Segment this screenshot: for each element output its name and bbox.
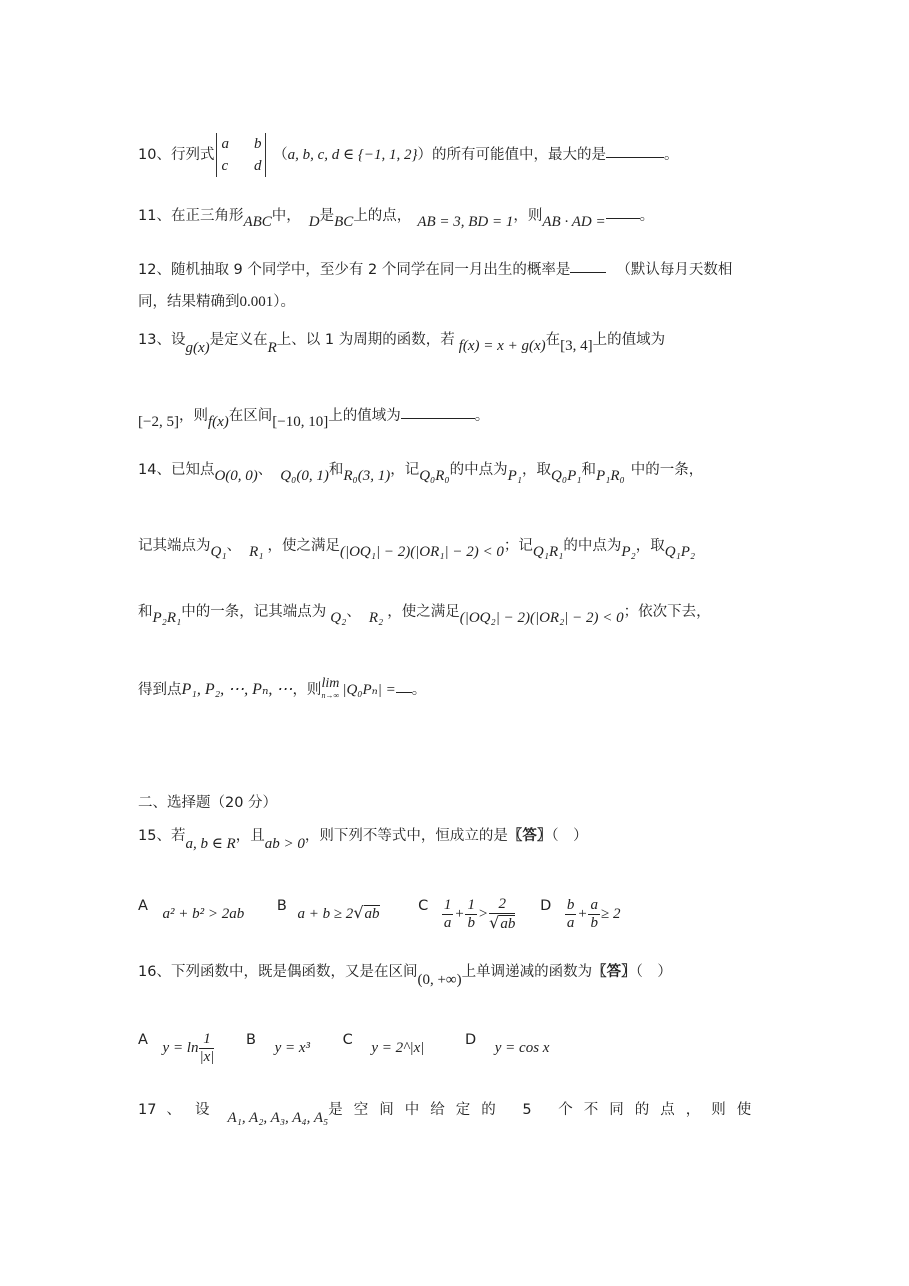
math-expr: Q₀R₀ — [419, 468, 450, 484]
math-expr: [−2, 5] — [138, 414, 179, 430]
option-a — [162, 1031, 216, 1066]
question-text: 中的一条， — [630, 462, 704, 478]
question-15 — [138, 826, 588, 854]
question-number: 14、 — [138, 462, 171, 478]
question-text: 。 — [411, 682, 427, 698]
math-expr: O(0, 0) — [214, 468, 258, 484]
limit-symbol: lim — [321, 676, 340, 691]
question-12-line-1 — [138, 258, 732, 280]
question-text: ，且 — [235, 828, 265, 844]
math-expr: ABC — [243, 214, 272, 230]
option-b: y = x³ — [274, 1040, 310, 1056]
math-expr: (0, +∞) — [417, 972, 462, 988]
question-number: 15、 — [138, 828, 171, 844]
option-d: $\frac{b}{a}$ + $\frac{a}{b}$ ≥ 2 — [566, 897, 621, 932]
frac-den: a — [443, 915, 452, 932]
math-expr: 0.001 — [239, 294, 274, 310]
option-d-label: D — [464, 1032, 477, 1048]
math-expr: Q₁ — [210, 544, 227, 560]
frac-num: 1 — [467, 897, 475, 914]
option-d: y = cos x — [494, 1040, 550, 1056]
question-13-line-2 — [138, 404, 489, 432]
question-number: 13、 — [138, 332, 171, 348]
math-expr: [−10, 10] — [272, 414, 329, 430]
math-expr: [3, 4] — [560, 338, 593, 354]
section-title: 二、选择题（20 分） — [138, 795, 278, 811]
question-text: 上单调递减的函数为 — [461, 964, 593, 980]
question-text: ，则 — [292, 682, 322, 698]
math-sequence: P₁, P₂, ⋯, Pₙ, ⋯ — [181, 681, 293, 698]
question-text: 上、以 1 为周期的函数，若 — [276, 332, 455, 348]
question-text: 在 — [545, 332, 561, 348]
question-12-line-2 — [138, 292, 295, 312]
math-condition: a, b, c, d ∈ {−1, 1, 2} — [287, 147, 418, 163]
question-text: 中的一条，记其端点为 — [181, 604, 327, 620]
question-text: 设 — [170, 332, 186, 348]
question-15-options — [138, 896, 620, 940]
math-expr: R₀(3, 1) — [343, 468, 391, 484]
question-text: 。 — [474, 408, 490, 424]
math-expr: P₁ — [507, 468, 523, 484]
option-c: $\frac{1}{a}$ + $\frac{1}{b}$ > $\frac{2}{√ab}$ — [443, 896, 516, 933]
frac-den: b — [590, 915, 598, 932]
answer-blank — [606, 204, 640, 219]
question-14-line-1 — [138, 460, 703, 486]
determinant: a b c d — [216, 133, 266, 177]
answer-blank — [401, 404, 475, 419]
question-text: 上的值域为 — [592, 332, 666, 348]
option-d-label: D — [540, 898, 552, 914]
question-text: 是空间中给定的 5 个不同的点，则使 — [328, 1102, 763, 1118]
math-expr: Q₀P₁ — [551, 468, 582, 484]
question-text: ；依次下去， — [623, 604, 711, 620]
question-text: 下列函数中，既是偶函数，又是在区间 — [170, 964, 418, 980]
math-expr: R — [267, 340, 277, 356]
question-14-line-3 — [138, 602, 711, 628]
question-text: ）的所有可能值中，最大的是 — [417, 147, 606, 163]
math-expr: P₁R₀ — [595, 468, 625, 484]
question-14-line-4 — [138, 678, 426, 702]
math-expr: f(x) — [207, 414, 229, 430]
option-c: y = 2^|x| — [371, 1040, 425, 1056]
frac-den: |x| — [199, 1049, 215, 1066]
question-10 — [138, 133, 678, 177]
question-text: 上的值域为 — [328, 408, 401, 424]
limit-operator — [321, 678, 339, 702]
answer-paren: （ ） — [551, 828, 588, 844]
frac-num: 2 — [489, 896, 515, 914]
question-number: 11、 — [138, 208, 171, 224]
question-text: 得到点 — [138, 682, 182, 698]
question-text: 和 — [581, 462, 596, 478]
question-text: ，使之满足 — [267, 538, 340, 554]
question-text: 同，结果精确到 — [138, 294, 240, 310]
question-text: 在正三角形 — [170, 208, 244, 224]
question-text: ，则下列不等式中，恒成立的是 — [304, 828, 508, 844]
math-expr: P₂ — [621, 544, 636, 560]
frac-num: b — [566, 897, 575, 914]
question-text: ，取 — [522, 462, 552, 478]
question-17 — [138, 1100, 762, 1128]
math-expr: R₂ — [368, 610, 384, 626]
math-expr: f(x) = x + g(x) — [458, 338, 546, 354]
question-text: 12、随机抽取 9 个同学中，至少有 2 个同学在同一月出生的概率是 — [138, 262, 571, 278]
frac-num: a — [590, 897, 598, 914]
option-a-label: A — [138, 1032, 148, 1048]
frac-den: ab — [500, 916, 516, 933]
math-expr: AB · AD = — [542, 214, 606, 230]
math-expr: P₂R₁ — [152, 610, 182, 626]
option-a-text: y = ln — [162, 1040, 199, 1056]
question-text: ，记 — [390, 462, 420, 478]
question-text: 若 — [170, 828, 186, 844]
math-expr: R₁ — [249, 544, 264, 560]
math-expr: Q₂ — [330, 610, 347, 626]
math-expr: Q₁P₂ — [664, 544, 696, 560]
question-11 — [138, 204, 654, 232]
math-condition: a, b ∈ R — [185, 836, 236, 852]
question-number: 17 — [138, 1102, 157, 1118]
question-text: （ — [273, 147, 288, 163]
answer-blank — [570, 258, 606, 273]
question-text: （默认每月天数相 — [616, 262, 733, 278]
frac-num: 1 — [443, 897, 452, 914]
math-expr: D — [308, 214, 320, 230]
option-c-label: C — [342, 1032, 353, 1048]
option-b-text: a + b ≥ 2 — [297, 906, 354, 922]
math-expr: Q₁R₁ — [532, 544, 564, 560]
math-expr: BC — [334, 214, 354, 230]
question-text: 。 — [639, 208, 655, 224]
option-b-label: B — [246, 1032, 256, 1048]
frac-num: 1 — [199, 1031, 214, 1049]
option-c-label: C — [418, 898, 429, 914]
option-d-tail: ≥ 2 — [600, 906, 621, 922]
answer-marker: 〖答〗 — [592, 964, 636, 980]
option-a-label: A — [138, 898, 148, 914]
option-a-text: a² + b² > 2ab — [162, 906, 245, 922]
question-text: 的中点为 — [563, 538, 622, 554]
question-text: ，取 — [635, 538, 665, 554]
option-b: a + b ≥ 2√ab — [297, 903, 380, 922]
math-condition: AB = 3, BD = 1 — [417, 214, 514, 230]
question-text: 的中点为 — [449, 462, 508, 478]
question-text: 是定义在 — [209, 332, 268, 348]
question-text: ，使之满足 — [387, 604, 460, 620]
question-text: ；记 — [503, 538, 533, 554]
option-a — [163, 906, 245, 922]
question-14-line-2 — [138, 536, 695, 562]
question-number: 16、 — [138, 964, 171, 980]
frac-den: a — [566, 915, 575, 932]
answer-paren: （ ） — [635, 964, 672, 980]
math-condition: ab > 0 — [264, 836, 305, 852]
math-expr: Q₀(0, 1) — [280, 468, 329, 484]
math-expr: g(x) — [185, 340, 210, 356]
question-text: 已知点 — [170, 462, 215, 478]
question-text: 、 — [226, 538, 242, 554]
option-b-radicand: ab — [364, 906, 380, 922]
question-text: 是 — [319, 208, 335, 224]
question-text: ，则 — [513, 208, 543, 224]
question-text: 、 — [166, 1102, 181, 1118]
question-text: ）。 — [273, 294, 295, 310]
question-16-options — [138, 1030, 549, 1074]
question-text: 行列式 — [170, 147, 215, 163]
question-text: 中， — [271, 208, 301, 224]
answer-marker: 〖答〗 — [507, 828, 552, 844]
answer-blank — [396, 678, 412, 693]
question-13-line-1 — [138, 330, 665, 358]
question-text: ，则 — [178, 408, 208, 424]
question-text: 、 — [257, 462, 273, 478]
question-text: 和 — [138, 604, 153, 620]
question-text: 。 — [663, 147, 679, 163]
math-inequality: (|OQ₂| − 2)(|OR₂| − 2) < 0 — [459, 610, 624, 626]
math-expr: A₁, A₂, A₃, A₄, A₅ — [227, 1110, 329, 1126]
question-text: 和 — [328, 462, 344, 478]
question-text: 上的点， — [353, 208, 412, 224]
question-text: 设 — [194, 1102, 210, 1118]
question-text: 、 — [346, 604, 361, 620]
answer-blank — [606, 143, 664, 158]
question-number: 10、 — [138, 147, 171, 163]
section-heading — [138, 793, 277, 813]
limit-subscript: n→∞ — [321, 691, 340, 700]
frac-den: b — [467, 915, 475, 932]
question-text: 记其端点为 — [138, 538, 211, 554]
question-16 — [138, 962, 672, 990]
option-b-label: B — [276, 898, 287, 914]
math-inequality: (|OQ₁| − 2)(|OR₁| − 2) < 0 — [339, 544, 504, 560]
question-text: 在区间 — [228, 408, 273, 424]
math-expr: |Q₀Pₙ| = — [342, 682, 396, 698]
